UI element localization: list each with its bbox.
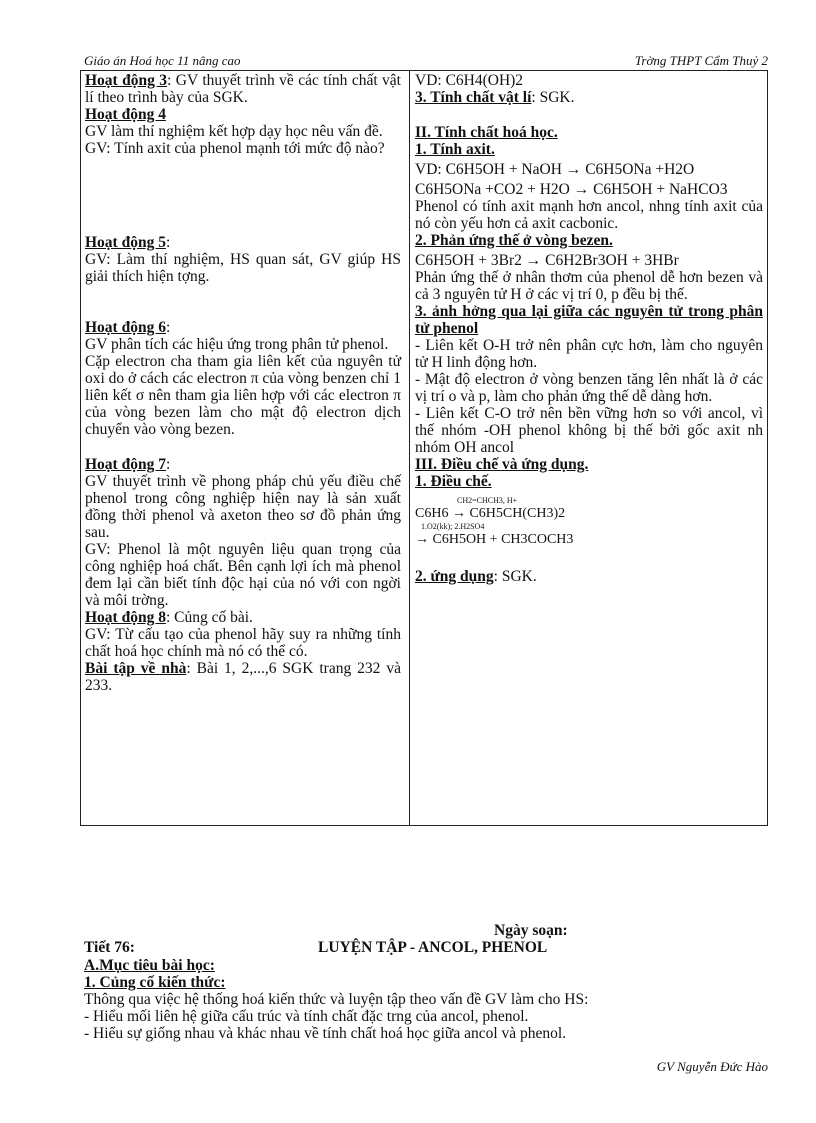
preparation-title: III. Điều chế và ứng dụng. <box>415 456 589 473</box>
activity-4-text2: GV: Tính axit của phenol mạnh tới mức độ nào? <box>85 140 385 157</box>
activity-6-text1: GV phân tích các hiệu ứng trong phân tử phenol. <box>85 336 389 353</box>
equation-co2: C6H5ONa +CO2 + H2O → C6H5OH + NaHCO3 <box>415 181 728 198</box>
substitution-title: 2. Phản ứng thế ở vòng bezen. <box>415 232 613 249</box>
page-footer: GV Nguyễn Đức Hào <box>656 1059 768 1074</box>
synthesis-scheme <box>415 496 763 548</box>
applications: 2. ứng dụng: SGK. <box>415 568 537 585</box>
substitution-note: Phản ứng thế ở nhân thơm của phenol dễ hơn bezen và cả 3 nguyên tử H ở các vị trí 0, p đều bị thế. <box>415 269 763 303</box>
activity-5-text: GV: Làm thí nghiệm, HS quan sát, GV giúp HS giải thích hiện tợng. <box>85 251 401 285</box>
activity-7: Hoạt động 7: <box>85 456 171 473</box>
objective-1: - Hiểu mối liên hệ giữa cấu trúc và tính chất đặc trng của ancol, phenol. <box>84 1008 529 1025</box>
lesson-number: Tiết 76: <box>84 939 135 956</box>
activity-7-text1: GV thuyết trình về phong pháp chủ yếu điều chế phenol trong công nghiệp hiện nay là sản xuất đồng thời phenol và axeton theo sơ đồ phản ứng sau. <box>85 473 401 541</box>
activity-6-text2: Cặp electron cha tham gia liên kết của nguyên tử oxi do ở cách các electron π của vòng benzen chỉ 1 liên kết σ nên tham gia liên hợp với các electron π của vòng bezen làm cho mật độ electron dịch chuyển vào vòng bezen. <box>85 353 401 438</box>
activity-7-text2: GV: Phenol là một nguyên liệu quan trọng của công nghiệp hoá chất. Bên cạnh lợi ích mà phenol đem lại cần biết tính độc hại của nó với con ngời và môi trờng. <box>85 541 401 609</box>
content-column <box>415 71 763 585</box>
page-header <box>84 52 768 71</box>
objectives-intro: Thông qua việc hệ thống hoá kiến thức và luyện tập theo vấn đề GV làm cho HS: <box>84 991 589 1008</box>
activity-5: Hoạt động 5: <box>85 234 171 251</box>
equation-naoh: VD: C6H5OH + NaOH → C6H5ONa +H2O <box>415 161 695 178</box>
synthesis-step-2: → C6H5OH + CH3COCH3 <box>415 532 574 547</box>
mutual-influence-title: 3. ảnh hởng qua lại giữa các nguyên tử trong phân tử phenol <box>415 303 763 337</box>
next-lesson <box>84 922 774 1042</box>
teacher-activities-column <box>85 71 401 694</box>
activity-3: Hoạt động 3: GV thuyết trình về các tính chất vật lí theo trình bày của SGK. <box>85 72 401 106</box>
acidity-title: 1. Tính axit. <box>415 141 495 158</box>
influence-ring: - Mật độ electron ở vòng benzen tăng lên nhất là ở các vị trí o và p, làm cho phản ứng thế dễ dàng hơn. <box>415 371 763 405</box>
preparation-date: Ngày soạn: <box>494 922 568 939</box>
chemical-properties-title: II. Tính chất hoá học. <box>415 124 558 141</box>
reagent-1: CH2=CHCH3, H+ <box>457 496 518 505</box>
synthesis-subtitle: 1. Điều chế. <box>415 473 492 490</box>
acidity-note: Phenol có tính axit mạnh hơn ancol, nhng tính axit của nó còn yếu hơn cả axit cacbonic. <box>415 198 763 232</box>
activity-8: Hoạt động 8: Củng cố bài. <box>85 609 253 626</box>
header-right: Trờng THPT Cẩm Thuỷ 2 <box>634 53 768 68</box>
lesson-title: LUYỆN TẬP - ANCOL, PHENOL <box>318 939 548 956</box>
lesson-table <box>80 70 768 826</box>
influence-oh: - Liên kết O-H trở nên phân cực hơn, làm cho nguyên tử H linh động hơn. <box>415 337 763 371</box>
homework: Bài tập về nhà: Bài 1, 2,...,6 SGK trang 232 và 233. <box>85 660 401 694</box>
reagent-2: 1.O2(kk); 2.H2SO4 <box>421 522 485 531</box>
influence-co: - Liên kết C-O trở nên bền vững hơn so với ancol, vì thế nhóm -OH phenol không bị thế bởi gốc axit nh nhóm OH ancol <box>415 405 763 456</box>
equation-bromine: C6H5OH + 3Br2 → C6H2Br3OH + 3HBr <box>415 252 679 269</box>
activity-6: Hoạt động 6: <box>85 319 171 336</box>
activity-8-text: GV: Từ cấu tạo của phenol hãy suy ra những tính chất hoá học chính mà nó có thể có. <box>85 626 401 660</box>
synthesis-step-1: C6H6 → C6H5CH(CH3)2 <box>415 506 566 521</box>
objectives-title: A.Mục tiêu bài học: <box>84 957 215 974</box>
activity-4-title: Hoạt động 4 <box>85 106 166 123</box>
knowledge-title: 1. Củng cố kiến thức: <box>84 974 226 991</box>
physical-properties: 3. Tính chất vật lí: SGK. <box>415 89 575 106</box>
objective-2: - Hiểu sự giống nhau và khác nhau về tính chất hoá học giữa ancol và phenol. <box>84 1025 567 1042</box>
column-divider <box>409 71 410 825</box>
example-diol: VD: C6H4(OH)2 <box>415 72 524 89</box>
activity-4-text1: GV làm thí nghiệm kết hợp dạy học nêu vấn đề. <box>85 123 383 140</box>
header-left: Giáo án Hoá học 11 nâng cao <box>84 53 241 68</box>
